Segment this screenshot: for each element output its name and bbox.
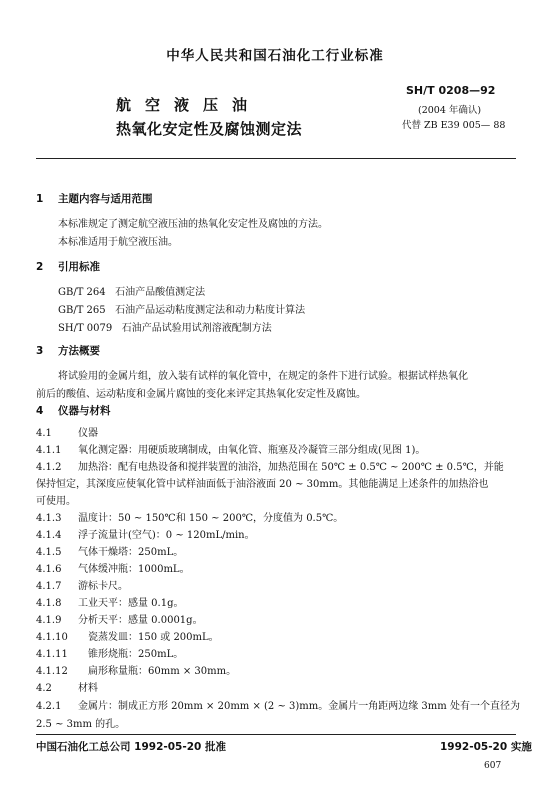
clause-text: 金属片：制成正方形 20mm × 20mm × (2 ~ 3)mm。金属片一角距两边缘 3mm 处有一个直径为 — [78, 701, 520, 712]
clause-4-1-9: 4.1.9 分析天平：感量 0.0001g。 — [36, 615, 203, 626]
page-number: 607 — [484, 761, 502, 771]
section-title: 仪器与材料 — [58, 405, 111, 417]
section-title: 方法概要 — [58, 345, 100, 357]
document-title-line1: 航空液压油 — [116, 96, 262, 114]
section-3-heading — [36, 343, 100, 358]
clause-4-1-4: 4.1.4 浮子流量计(空气)：0 ~ 120mL/min。 — [36, 530, 255, 541]
clause-4-2-1-cont — [36, 715, 125, 730]
paragraph-line: 前后的酸值、运动粘度和金属片腐蚀的变化来评定其热氧化安定性及腐蚀。 — [36, 389, 366, 400]
clause-4-1-7: 4.1.7 游标卡尺。 — [36, 581, 128, 592]
clause-4-2-1 — [36, 697, 520, 712]
standard-category-title: 中华人民共和国石油化工行业标准 — [166, 48, 384, 64]
approval-issuer: 中国石油化工总公司 1992-05-20 批准 — [36, 741, 226, 753]
section-2-heading — [36, 259, 100, 274]
footer-divider — [36, 734, 516, 735]
reference-item: SH/T 0079 石油产品试验用试剂溶液配制方法 — [58, 323, 272, 334]
section-number: 2 — [36, 261, 44, 273]
clause-4-2: 4.2 材料 — [36, 683, 98, 694]
clause-4-1-2: 4.1.2 加热浴：配有电热设备和搅拌装置的油浴，加热范围在 50℃ ± 0.5℃ ~ 200℃ ± 0.5℃，并能 — [36, 462, 504, 473]
section-number: 1 — [36, 193, 44, 205]
implementation-date: 1992-05-20 实施 — [440, 741, 532, 753]
clause-4-1-2-cont: 可使用。 — [36, 496, 76, 507]
confirmation-note: (2004 年确认) — [418, 105, 482, 116]
section-number: 4 — [36, 405, 44, 417]
clause-4-1-12: 4.1.12 扁形称量瓶：60mm × 30mm。 — [36, 666, 237, 677]
paragraph-line: 将试验用的金属片组，放入装有试样的氧化管中，在规定的条件下进行试验。根据试样热氧化 — [58, 371, 468, 382]
clause-4-1-3: 4.1.3 温度计：50 ~ 150℃和 150 ~ 200℃，分度值为 0.5℃。 — [36, 513, 344, 524]
clause-4-1: 4.1 仪器 — [36, 428, 98, 439]
clause-text: 2.5 ~ 3mm 的孔。 — [36, 719, 126, 730]
clause-4-1-1: 4.1.1 氧化测定器：用硬质玻璃制成，由氧化管、瓶塞及冷凝管三部分组成(见图 1)。 — [36, 445, 426, 456]
header-divider — [36, 158, 516, 159]
replaces-note: 代替 ZB E39 005— 88 — [402, 120, 506, 131]
clause-4-1-5: 4.1.5 气体干燥塔：250mL。 — [36, 547, 184, 558]
reference-item: GB/T 264 石油产品酸值测定法 — [58, 287, 206, 298]
document-title-line2: 热氧化安定性及腐蚀测定法 — [116, 120, 303, 138]
paragraph-line: 本标准规定了测定航空液压油的热氧化安定性及腐蚀的方法。 — [58, 219, 328, 230]
section-4-heading — [36, 403, 111, 418]
section-number: 3 — [36, 345, 44, 357]
clause-number: 4.2.1 — [36, 701, 62, 712]
standard-code: SH/T 0208—92 — [406, 84, 496, 97]
section-title: 主题内容与适用范围 — [58, 193, 153, 205]
paragraph-line: 本标准适用于航空液压油。 — [58, 237, 178, 248]
reference-item: GB/T 265 石油产品运动粘度测定法和动力粘度计算法 — [58, 305, 306, 316]
clause-4-1-8: 4.1.8 工业天平：感量 0.1g。 — [36, 598, 184, 609]
clause-4-1-2-cont: 保持恒定，其深度应使氧化管中试样油面低于油浴液面 20 ~ 30mm。其他能满足上述条件的加热浴也 — [36, 479, 489, 490]
clause-4-1-6: 4.1.6 气体缓冲瓶：1000mL。 — [36, 564, 190, 575]
section-1-heading — [36, 191, 153, 206]
clause-4-1-11: 4.1.11 锥形烧瓶：250mL。 — [36, 649, 184, 660]
section-title: 引用标准 — [58, 261, 100, 273]
clause-4-1-10: 4.1.10 瓷蒸发皿：150 或 200mL。 — [36, 632, 219, 643]
